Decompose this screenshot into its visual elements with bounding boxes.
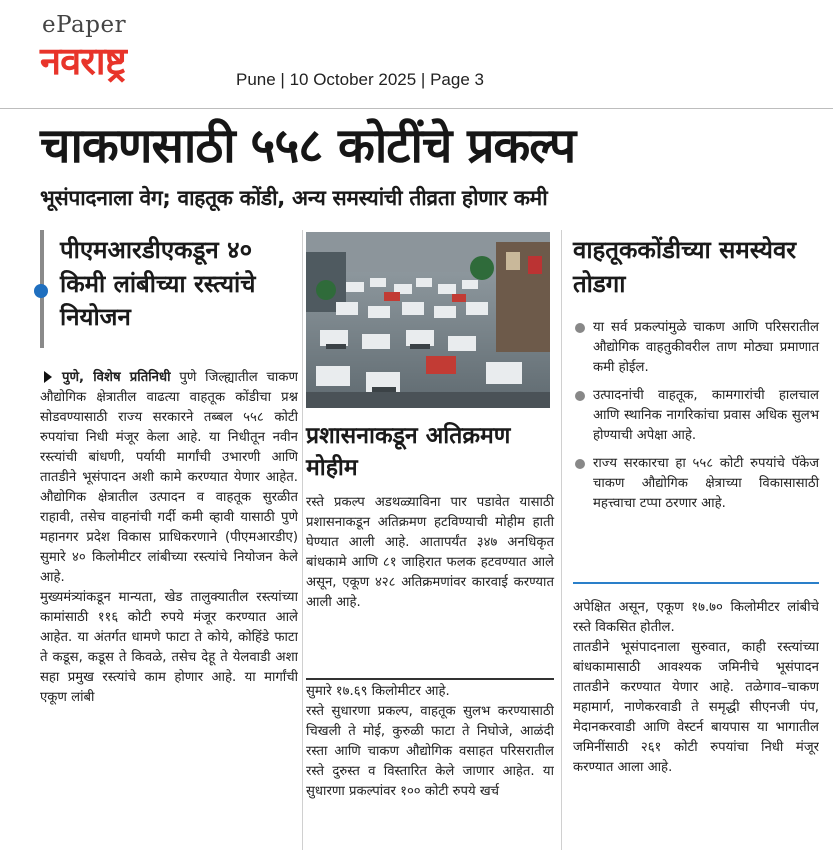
right-section-heading: वाहतूककोंडीच्या समस्येवर तोडगा [573, 236, 797, 298]
traffic-jam-photo[interactable] [306, 232, 550, 408]
page-subheadline: भूसंपादनाला वेग; वाहतूक कोंडी, अन्य समस्यांची तीव्रता होणार कमी [40, 186, 548, 210]
left-paragraph-2: मुख्यमंत्र्यांकडून मान्यता, खेड तालुक्यातील रस्त्यांच्या कामांसाठी ११६ कोटी रुपये मंजूर करण्यात आले आहेत. या अंतर्गत धामणे फाटा ते कोये, कोहिंडे फाटा ते कडूस, कडूस ते किवळे, तसेच देहू ते येलवाडी अशा सहा प्रमुख रस्त्यांचे काम होणार आहे. या मार्गांची एकूण लांबी [40, 590, 298, 705]
play-arrow-icon [44, 371, 52, 383]
page-headline: चाकणसाठी ५५८ कोटींचे प्रकल्प [40, 118, 576, 174]
right-column-text [573, 598, 819, 853]
right-paragraph-1: अपेक्षित असून, एकूण १७.७० किलोमीटर लांबीचे रस्ते विकसित होतील. [573, 600, 819, 635]
bullet-icon [575, 459, 585, 469]
column-separator-2 [561, 230, 562, 850]
dateline: पुणे, विशेष प्रतिनिधी [62, 370, 171, 385]
epaper-label: ePaper [42, 12, 127, 38]
left-section-heading: पीएमआरडीएकडून ४० किमी लांबीच्या रस्त्यांचे नियोजन [60, 236, 256, 332]
right-divider [573, 582, 819, 584]
list-item: या सर्व प्रकल्पांमुळे चाकण आणि परिसरातील औद्योगिक वाहतुकीवरील ताण मोठ्या प्रमाणात कमी होईल. [573, 318, 819, 378]
middle-paragraph-3: रस्ते सुधारणा प्रकल्प, वाहतूक सुलभ करण्यासाठी चिखली ते मोई, कुरुळी फाटा ते निघोजे, आळंदी रस्ता आणि चाकण औद्योगिक वसाहत परिसरातील रस्ते दुरुस्त व विस्तारित केले जाणार आहेत. या सुधारणा प्रकल्पांवर १०० कोटी रुपये खर्च [306, 704, 554, 799]
right-paragraph-2: तातडीने भूसंपादनाला सुरुवात, काही रस्त्यांच्या बांधकामासाठी आवश्यक जमिनीचे भूसंपादन तातडीने करण्यात येणार आहे. तळेगाव–चाकण महामार्ग, नाणेकरवाडी ते समृद्धी सीएनजी पंप, मेदानकरवाडी आणि वेस्टर्न बायपास या भागातील जमिनींसाठी २६१ कोटी रुपयांचा निधी मंजूर करण्यात आला आहे. [573, 640, 819, 775]
bullet-dot-icon [34, 284, 48, 298]
bullet-list [573, 318, 819, 522]
masthead-divider [0, 108, 833, 109]
list-item: उत्पादनांची वाहतूक, कामगारांची हालचाल आणि स्थानिक नागरिकांचा प्रवास अधिक सुलभ होण्याची अपेक्षा आहे. [573, 386, 819, 446]
middle-divider [306, 678, 554, 680]
left-column-text [40, 368, 298, 853]
left-paragraph-1: पुणे जिल्ह्यातील चाकण औद्योगिक क्षेत्रातील वाढत्या वाहतूक कोंडीचा प्रश्न सोडवण्यासाठी राज्य सरकारने तब्बल ५५८ कोटी रुपयांचा निधी मंजूर केला आहे. या निधीतून नवीन रस्त्यांची बांधणी, पर्यायी मार्गांची उभारणी आणि तातडीने भूसंपादन अशी कामे करण्यात येणार आहेत. औद्योगिक क्षेत्रातील उत्पादन व वाहतूक सुरळीत राहावी, तसेच वाहनांची गर्दी कमी व्हावी यासाठी पुणे महानगर प्रदेश विकास प्राधिकरणाने (पीएमआरडीए) सुमारे ४० किलोमीटर लांबीच्या रस्त्यांचे नियोजन केले आहे. [40, 370, 298, 585]
column-separator-1 [302, 230, 303, 850]
traffic-photo-illustration [306, 232, 550, 408]
edition-info: Pune | 10 October 2025 | Page 3 [236, 70, 484, 89]
bullet-icon [575, 323, 585, 333]
list-item: राज्य सरकारचा हा ५५८ कोटी रुपयांचे पॅकेज चाकण औद्योगिक क्षेत्राच्या विकासासाठी महत्त्वाचा टप्पा ठरणार आहे. [573, 454, 819, 514]
middle-paragraph-1: रस्ते प्रकल्प अडथळ्याविना पार पडावेत यासाठी प्रशासनाकडून अतिक्रमण हटविण्याची मोहीम हाती घेण्यात आली आहे. आतापर्यंत ३४७ अनधिकृत बांधकामे आणि ८१ जाहिरात फलक हटवण्यात आले असून, एकूण ४२८ अतिक्रमणांवर कारवाई करण्यात आली आहे. [306, 495, 554, 610]
newspaper-logo[interactable]: नवराष्ट्र [40, 39, 126, 83]
middle-paragraph-2: सुमारे १७.६९ किलोमीटर आहे. [306, 684, 450, 699]
middle-section-heading: प्रशासनाकडून अतिक्रमण मोहीम [306, 423, 511, 482]
bullet-icon [575, 391, 585, 401]
middle-column-continuation [306, 682, 554, 853]
